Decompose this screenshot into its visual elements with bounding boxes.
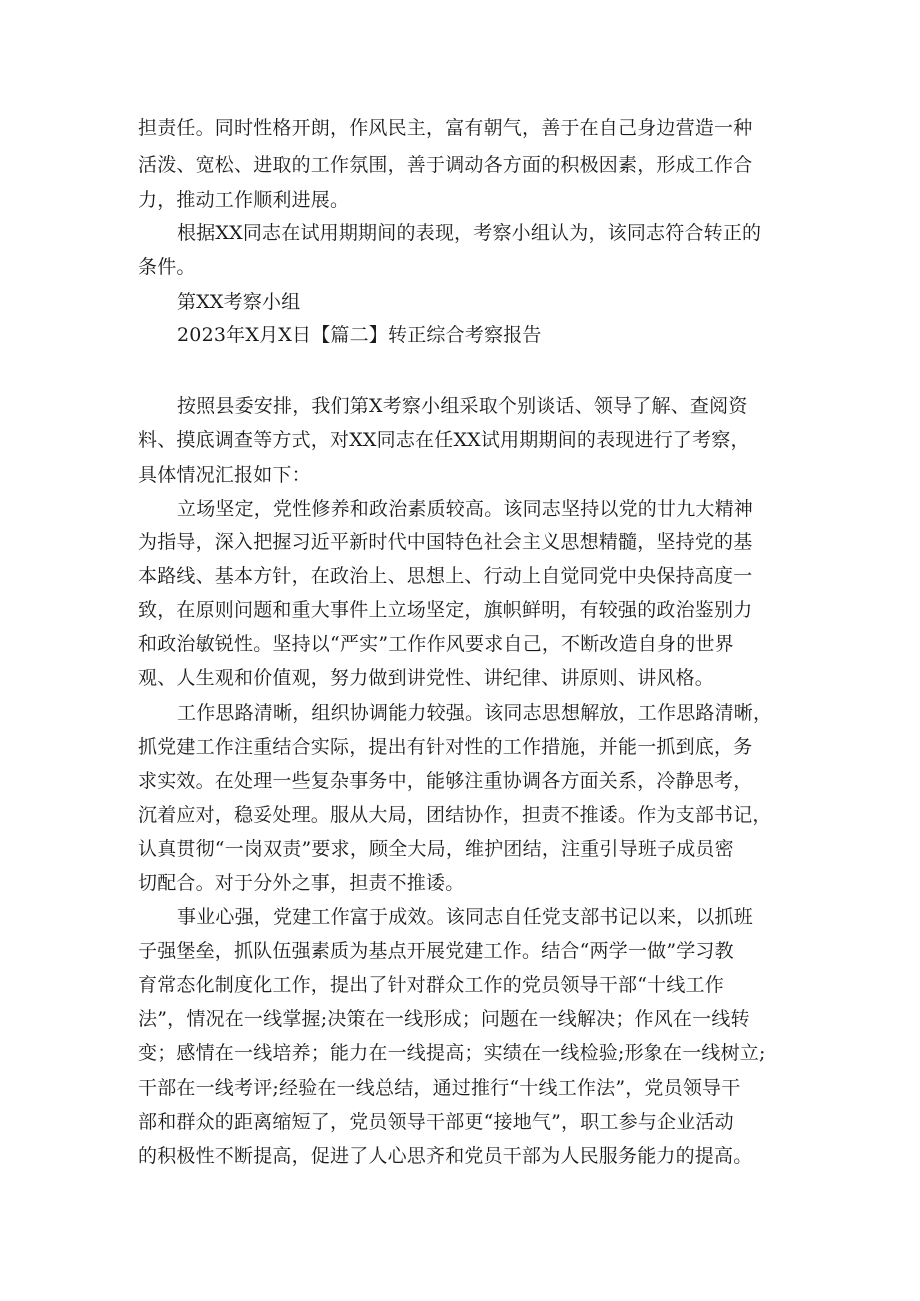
text-line: 法”，情况在一线掌握;决策在一线形成；问题在一线解决；作风在一线转 (138, 1008, 750, 1030)
date-heading-line: 2023年X月X日【篇二】转正综合考察报告 (177, 324, 542, 346)
text-line: 观、人生观和价值观，努力做到讲党性、讲纪律、讲原则、讲风格。 (138, 667, 715, 689)
text-line: 干部在一线考评;经验在一线总结，通过推行“十线工作法”，党员领导干 (138, 1077, 741, 1099)
text-line: 力，推动工作顺利进展。 (138, 189, 350, 211)
text-line: 料、摸底调查等方式，对XX同志在任XX试用期期间的表现进行了考察， (138, 429, 750, 451)
text-line: 致，在原则问题和重大事件上立场坚定，旗帜鲜明，有较强的政治鉴别力 (138, 599, 753, 621)
signature-line: 第XX考察小组 (177, 291, 301, 313)
text-line: 子强堡垒，抓队伍强素质为基点开展党建工作。结合“两学一做”学习教 (138, 940, 734, 962)
text-line: 切配合。对于分外之事，担责不推诿。 (138, 872, 465, 894)
text-line: 抓党建工作注重结合实际，提出有针对性的工作措施，并能一抓到底，务 (138, 736, 753, 758)
text-line: 活泼、宽松、进取的工作氛围，善于调动各方面的积极因素，形成工作合 (138, 154, 753, 176)
text-line: 沉着应对，稳妥处理。服从大局，团结协作，担责不推诿。作为支部书记， (138, 804, 772, 826)
text-line: 本路线、基本方针，在政治上、思想上、行动上自觉同党中央保持高度一 (138, 565, 753, 587)
text-line: 具体情况汇报如下： (138, 464, 311, 486)
text-line: 担责任。同时性格开朗，作风民主，富有朝气，善于在自己身边营造一种 (138, 117, 753, 139)
text-line: 工作思路清晰，组织协调能力较强。该同志思想解放，工作思路清晰， (177, 702, 773, 724)
text-line: 事业心强，党建工作富于成效。该同志自任党支部书记以来，以抓班 (177, 906, 754, 928)
text-line: 按照县委安排，我们第X考察小组采取个别谈话、领导了解、查阅资 (177, 395, 748, 417)
text-line: 变；感情在一线培养；能力在一线提高；实绩在一线检验;形象在一线树立; (138, 1042, 766, 1064)
text-line: 部和群众的距离缩短了，党员领导干部更“接地气”，职工参与企业活动 (138, 1111, 734, 1133)
text-line: 和政治敏锐性。坚持以“严实”工作作风要求自己，不断改造自身的世界 (138, 633, 734, 655)
text-line: 育常态化制度化工作，提出了针对群众工作的党员领导干部“十线工作 (138, 974, 724, 996)
text-line: 根据XX同志在试用期期间的表现，考察小组认为，该同志符合转正的 (177, 222, 762, 244)
text-line: 求实效。在处理一些复杂事务中，能够注重协调各方面关系，冷静思考， (138, 770, 753, 792)
text-line: 立场坚定，党性修养和政治素质较高。该同志坚持以党的廿九大精神 (177, 498, 754, 520)
text-line: 认真贯彻“一岗双责”要求，顾全大局，维护团结，注重引导班子成员密 (138, 838, 734, 860)
text-line: 条件。 (138, 256, 196, 278)
text-line: 的积极性不断提高，促进了人心思齐和党员干部为人民服务能力的提高。 (138, 1145, 753, 1167)
text-line: 为指导，深入把握习近平新时代中国特色社会主义思想精髓，坚持党的基 (138, 531, 753, 553)
